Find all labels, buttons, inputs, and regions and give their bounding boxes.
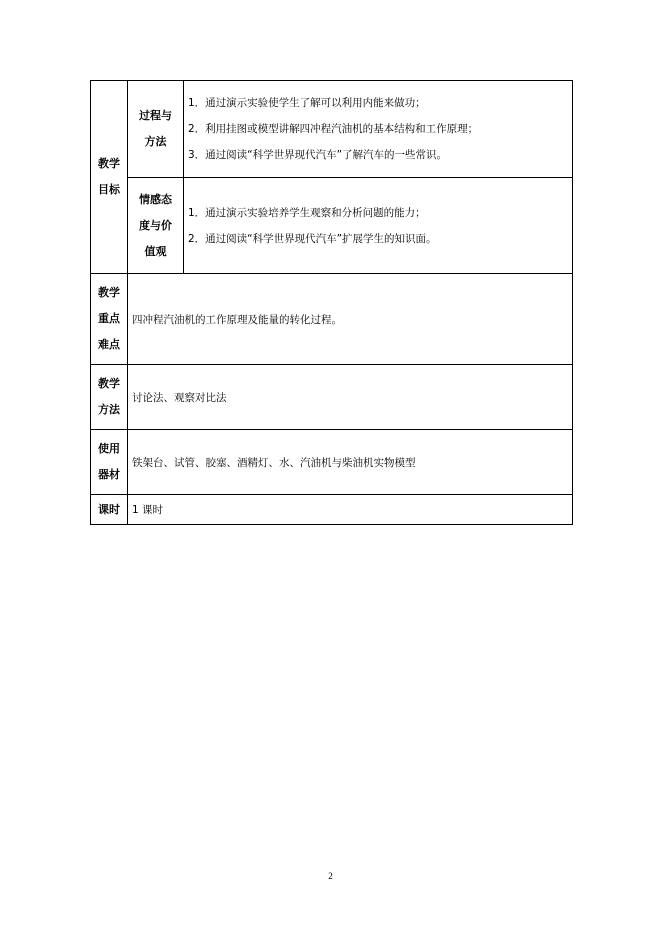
methods-content: 讨论法、观察对比法	[128, 365, 573, 430]
emotion-values-label: 情感态度与价值观	[139, 192, 172, 258]
emotion-values-item-1: 1．通过演示实验培养学生观察和分析问题的能力；	[188, 206, 426, 219]
key-points-label: 教学重点难点	[98, 286, 120, 351]
emotion-values-content	[184, 178, 573, 274]
equipment-row	[91, 430, 573, 495]
key-points-content: 四冲程汽油机的工作原理及能量的转化过程。	[128, 274, 573, 365]
objectives-row-emotion	[91, 178, 573, 274]
process-method-item-1: 1．通过演示实验使学生了解可以利用内能来做功；	[188, 97, 426, 109]
objectives-label: 教学目标	[98, 157, 120, 196]
emotion-values-item-2: 2．通过阅读“科学世界现代汽车”扩展学生的知识面。	[188, 232, 437, 245]
methods-label-cell	[91, 365, 128, 430]
class-hours-label: 课时	[98, 502, 120, 516]
methods-row	[91, 365, 573, 430]
process-method-content	[184, 81, 573, 178]
equipment-label-cell	[91, 430, 128, 495]
objectives-row-process	[91, 81, 573, 178]
process-method-item-2: 2．利用挂图或模型讲解四冲程汽油机的基本结构和工作原理；	[188, 123, 479, 135]
equipment-content: 铁架台、试管、胶塞、酒精灯、水、汽油机与柴油机实物模型	[128, 430, 573, 495]
methods-label: 教学方法	[98, 377, 120, 416]
emotion-values-label-cell	[128, 178, 184, 274]
key-points-label-cell	[91, 274, 128, 365]
process-method-item-3: 3．通过阅读“科学世界现代汽车”了解汽车的一些常识。	[188, 149, 448, 161]
key-points-row	[91, 274, 573, 365]
equipment-label: 使用器材	[98, 442, 120, 481]
page-number: 2	[328, 871, 333, 881]
lesson-plan-table	[90, 80, 573, 525]
class-hours-label-cell	[91, 495, 128, 525]
class-hours-row	[91, 495, 573, 525]
objectives-label-cell	[91, 81, 128, 274]
class-hours-content: 1 课时	[128, 495, 573, 525]
process-method-label-cell	[128, 81, 184, 178]
process-method-label: 过程与方法	[139, 109, 172, 148]
